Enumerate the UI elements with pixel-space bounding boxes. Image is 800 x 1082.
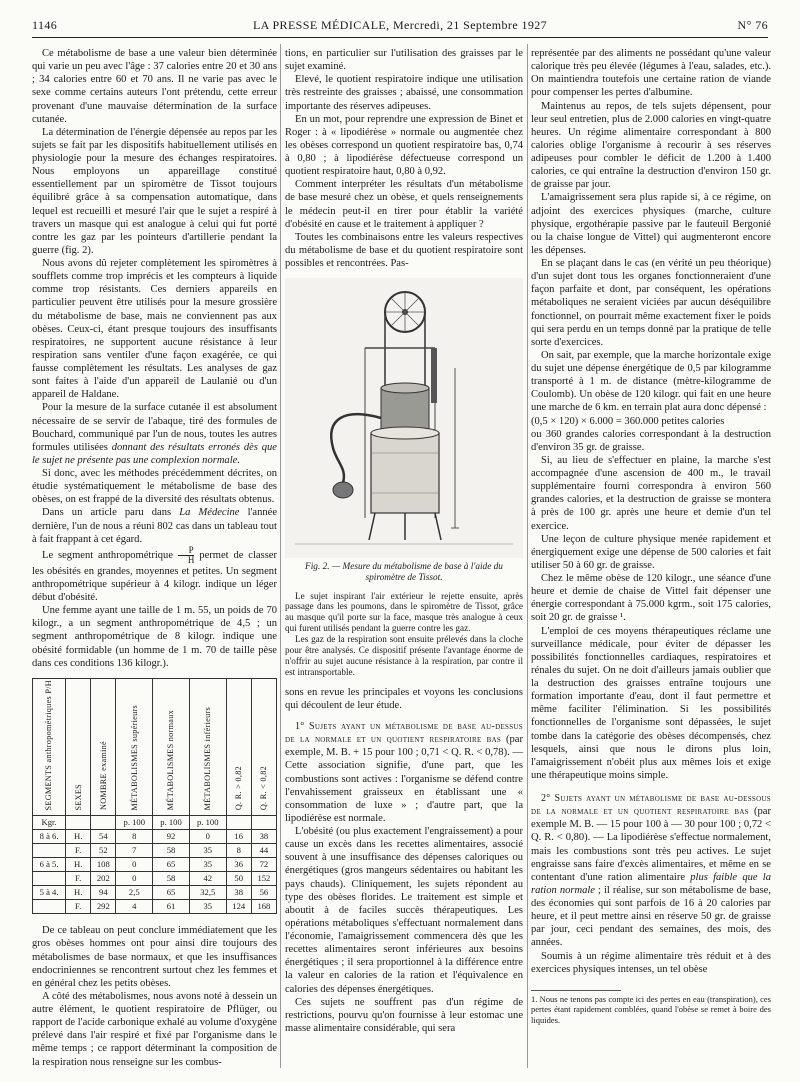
table-cell: 292 (91, 900, 116, 914)
paragraph: Ces sujets ne souffrent pas d'un régime de restrictions, pourvu qu'on fournisse à leur estomac une masse alimentaire considérable, qui sera (285, 996, 523, 1034)
text: Le segment anthropométrique (42, 549, 174, 561)
figure-spirometer (285, 278, 523, 558)
table-column-header (91, 678, 116, 816)
table-unit-cell: p. 100 (153, 816, 190, 830)
text: (par exemple M. B. — 15 pour 100 à — 30 pour 100 ; 0,72 < Q. R. < 0,80). — La lipodiérèse s'effectue normalement, mais les combustions sont très peu actives. Le sujet engraisse sans faire d'excès alimentaires, et même en se contentant d'une ration alimentaire (531, 806, 772, 883)
table-cell: 65 (153, 886, 190, 900)
paragraph: Si donc, avec les méthodes précédemment décrites, on étudie systématiquement le métabolisme de base des obèses, on est frappé de la diversité des résultats obtenus. (32, 468, 277, 506)
table-cell: 32,5 (189, 886, 226, 900)
table-unit-cell: p. 100 (116, 816, 153, 830)
table-cell: 0 (189, 830, 226, 844)
paragraph: Elevé, le quotient respiratoire indique une utilisation très restreinte des graisses ; abaissé, une consommation importante des réserves adipeuses. (285, 74, 523, 112)
paragraph: On sait, par exemple, que la marche horizontale exige du sujet une dépense énergétique de 0,5 par kilogramme transporté à 1 m. de distance (mètre-kilogramme de Coulomb). Un obèse de 120 kilogr. qui fait en une heure une marche de 6 km. en terrain plat aura donc dépensé : (531, 349, 771, 414)
table-cell: 38 (251, 830, 276, 844)
table-cell (33, 872, 66, 886)
paragraph: Une leçon de culture physique menée rapidement et énergiquement exige une dépense de 500 calories et fait utiliser 50 à 60 gr. de graisse. (531, 533, 771, 571)
table-unit-row (33, 816, 277, 830)
table-column-header-text: SEXES (73, 783, 83, 811)
table-unit-cell: p. 100 (189, 816, 226, 830)
table-cell: 16 (226, 830, 251, 844)
table-cell: 8 à 6. (33, 830, 66, 844)
table-row (33, 830, 277, 844)
table-column-header (189, 678, 226, 816)
figure-note (285, 591, 523, 678)
text: l'année dernière, l'un de nous a réuni 802 cas dans un tableau tout à fait frappant à cet égard. (32, 507, 278, 545)
paragraph (32, 546, 277, 604)
paragraph: Comment interpréter les résultats d'un métabolisme de base mesuré chez un obèse, et quels renseignements le médecin peut-il en tirer pour établir la variété d'obésité en cause et le traitement à appliquer ? (285, 179, 523, 230)
formula: (0,5 × 120) × 6.000 = 360.000 petites calories (531, 415, 725, 427)
table-cell: 152 (251, 872, 276, 886)
table-cell: 168 (251, 900, 276, 914)
table-row (33, 900, 277, 914)
table-cell: 8 (116, 830, 153, 844)
column-3 (531, 47, 771, 1025)
journal-name: La Médecine (179, 507, 240, 519)
paragraph (32, 506, 277, 545)
figure-note-paragraph: Le sujet inspirant l'air extérieur le rejette ensuite, après passage dans les poumons, dans le spiromètre de Tissot, grâce au masque qu'il porte sur la face, masque très analogue à ceux qui furent utilisés pendant la guerre contre les gaz. (285, 590, 523, 634)
table-cell: 44 (251, 844, 276, 858)
paragraph: Si, au lieu de s'effectuer en plaine, la marche s'est accompagnée d'une ascension de 400 m., le travail supplémentaire fourni correspondra à environ 560 grandes calories, et la destruction de graisse se montera à près de 100 gr. après une heure et demie d'un tel exercice. (531, 454, 771, 532)
table-cell: 54 (91, 830, 116, 844)
paragraph: La détermination de l'énergie dépensée au repos par les sujets se fait par les dispositifs habituellement utilisés en physiologie pour la mesure des échanges respiratoires. Nous employons un appareillage constitué essentiellement par un spiromètre de Tissot toujours équilibré grâce à sa compensation automatique, dans lequel est recueilli et mesuré l'air que le sujet a respiré à travers un masque qui est analogue à celui qui fut porté contre les gaz par les pointeurs d'artillerie pendant la guerre (fig. 2). (32, 126, 277, 256)
table-unit-cell: Kgr. (33, 816, 66, 830)
table-cell: 202 (91, 872, 116, 886)
paragraph: Toutes les combinaisons entre les valeurs respectives du métabolisme de base et du quotient respiratoire sont possibles et rencontrées. Pas- (285, 231, 523, 269)
table-cell: F. (66, 872, 91, 886)
paragraph: sons en revue les principales et voyons les conclusions qui découlent de leur étude. (285, 686, 523, 711)
table-cell: 58 (153, 872, 190, 886)
paragraph: Soumis à un régime alimentaire très réduit et à des exercices physiques intenses, un tel obèse (531, 950, 771, 975)
table-header-row (33, 678, 277, 816)
paragraph: Ce métabolisme de base a une valeur bien déterminée qui varie un peu avec l'âge : 37 calories entre 20 et 30 ans ; 34 calories entre 60 et 70 ans. Il ne varie pas avec le sexe comme certains auteurs l'ont prétendu, cette erreur provenant d'une mauvaise détermination de la surface cutanée. (32, 48, 277, 125)
table-cell: 35 (189, 900, 226, 914)
section-heading-1 (285, 720, 523, 825)
table-unit-cell (251, 816, 276, 830)
table-row (33, 858, 277, 872)
table-cell: F. (66, 900, 91, 914)
table-cell: 52 (91, 844, 116, 858)
text: ; il réalise, sur son métabolisme de base, des économies qui sont parfois de 16 à 20 calories par heure, et il peut mettre ainsi en réserve 50 gr. de graisse par jour, ceci pendant des semaines, des mois, des années. (531, 884, 772, 949)
footnote: 1. Nous ne tenons pas compte ici des pertes en eau (transpiration), ces pertes étant rapidement comblées, quand l'obèse se remet à boire des liquides. (531, 993, 771, 1025)
section-title: 1° Sujets ayant un métabolisme de base au-dessus de la normale et un quotient respiratoire bas (285, 721, 523, 746)
table-cell: 35 (189, 844, 226, 858)
table-unit-cell (226, 816, 251, 830)
data-table (32, 678, 277, 915)
paragraph: En se plaçant dans le cas (en vérité un peu théorique) d'un sujet dont tous les organes fonctionneraient d'une façon parfaite et dont, par conséquent, les opérations métaboliques ne seraient viciées par aucun déséquilibre fonctionnel, on pourrait même exactement fixer le poids qui sera perdu en un temps donné par la pratique de telle sorte d'exercices. (531, 258, 771, 348)
paragraph: L'emploi de ces moyens thérapeutiques réclame une surveillance médicale, pour éviter de dépasser les possibilités fonctionnelles cardiaques, respiratoires et rénales du sujet. On ne doit d'ailleurs jamais oublier que la destruction des graisses entraîne toujours une formation importante d'eau, dont il faut permettre et même faciliter l'élimination. Si les possibilités fonctionnelles de l'organisme sont dépassées, le sujet tombe dans la catégorie des obèses décompensés, chez lesquels, ainsi que nous le dirons plus loin, l'amaigrissement n'obéit plus aux mêmes lois et exige une thérapeutique moins simple. (531, 625, 771, 781)
table-cell: 65 (153, 858, 190, 872)
table-cell: 4 (116, 900, 153, 914)
figure-label: Fig. 2. (305, 562, 330, 573)
table-cell: 92 (153, 830, 190, 844)
fraction-p-over-h (178, 546, 195, 565)
section-heading-2 (531, 792, 771, 950)
table-cell: 50 (226, 872, 251, 886)
table-cell (33, 844, 66, 858)
table-cell: 0 (116, 858, 153, 872)
table-cell: 72 (251, 858, 276, 872)
table-column-header (116, 678, 153, 816)
issue-number: N° 76 (737, 18, 768, 32)
table-cell: 0 (116, 872, 153, 886)
section-title: 2° Sujets ayant un métabolisme de base au-dessous de la normale et un quotient respiratoire bas (531, 793, 771, 818)
figure-note-paragraph: Les gaz de la respiration sont ensuite prélevés dans la cloche pour être analysés. Ce dispositif présente l'avantage énorme de n'offrir au sujet aucune résistance à la respiration, par contre il est intransportable. (285, 634, 523, 677)
table-row (33, 886, 277, 900)
fraction-numerator: P (188, 544, 194, 555)
paragraph: Chez le même obèse de 120 kilogr., une séance d'une heure et demie de chaise de Vittel fait dépenser une énergie correspondant à 75.000 kgrm., soit 175 calories, soit 20 gr. de graisse ¹. (531, 573, 771, 624)
figure-caption-text: — Mesure du métabolisme de base à l'aide du spiromètre de Tissot. (331, 562, 503, 584)
paragraph: ou 360 grandes calories correspondant à la destruction d'environ 35 gr. de graisse. (531, 428, 771, 453)
table-cell: 2,5 (116, 886, 153, 900)
table-column-header (153, 678, 190, 816)
italic-text: donnant des résultats erronés dès que le sujet ne présente pas une complexion normale. (32, 441, 277, 466)
text: Dans un article paru dans (42, 507, 180, 519)
table-cell: 58 (153, 844, 190, 858)
journal-title: LA PRESSE MÉDICALE, Mercredi, 21 Septembre 1927 (252, 18, 548, 32)
paragraph: Nous avons dû rejeter complètement les spiromètres à soufflets comme trop imprécis et les compteurs à liquide comme trop résistants. Ces derniers appareils en particulier peuvent être utilisés pour la mesure grossière du métabolisme de base, mais ne conviennent pas aux obèses. Ceux-ci, étant presque toujours des insuffisants respiratoires, ne supportent aucune résistance à leur respiration sans ventiler d'une façon exagérée, ce qui fausse complètement les résultats. Les analyses de gaz sont faites à l'aide d'un appareil de Laulanié ou d'un appareil de Haldane. (32, 258, 277, 401)
table-cell: 36 (226, 858, 251, 872)
figure-caption (285, 562, 523, 584)
table-column-header-text: NOMBRE examiné (98, 741, 108, 811)
table-column-header-text: SEGMENTS anthropométriques P/H (44, 679, 54, 811)
table-column-header (226, 678, 251, 816)
table-body (33, 830, 277, 914)
table-unit-cell (91, 816, 116, 830)
table-cell (33, 900, 66, 914)
text: Pour la mesure de la surface cutanée il est absolument nécessaire de se servir de l'abaque, tiré des formules de Bouchard, communiqué par l'un de nous, toutes les autres formules utilisées (32, 402, 277, 453)
table-cell: 38 (226, 886, 251, 900)
footnote-rule (531, 990, 621, 991)
spirometer-illustration (285, 278, 523, 558)
table-column-header-text: MÉTABOLISMES supérieurs (129, 704, 139, 811)
table-cell: H. (66, 858, 91, 872)
column-2 (285, 47, 523, 1035)
column-divider-1 (280, 44, 281, 1068)
table-cell: H. (66, 830, 91, 844)
table-cell: 61 (153, 900, 190, 914)
paragraph: Une femme ayant une taille de 1 m. 55, un poids de 70 kilogr., a un segment anthropométrique de 4,5 ; un segment anthropométrique de 8 kilogr. indique une obésité formidable (un homme de 1 m. 70 de taille pèse dans ces conditions 136 kilogr.). (32, 605, 277, 669)
table-cell: 7 (116, 844, 153, 858)
paragraph: tions, en particulier sur l'utilisation des graisses par le sujet examiné. (285, 48, 523, 73)
table-cell: H. (66, 886, 91, 900)
table-cell: 8 (226, 844, 251, 858)
table-column-header (66, 678, 91, 816)
paragraph: En un mot, pour reprendre une expression de Binet et Roger : à « lipodiérèse » normale ou augmentée chez les obèses correspond un quotient respiratoire bas, 0,74 à 0,80 ; à lipodiérèse défectueuse correspond un quotient respiratoire haut, 0,80 à 0,92. (285, 113, 523, 178)
paragraph: Maintenus au repos, de tels sujets dépensent, pour leur seul entretien, plus de 2.000 calories en vingt-quatre heures. Un régime alimentaire correspondant à 800 calories oblige l'organisme à recourir à ses réserves adipeuses pour combler le déficit de 1.200 à 1.400 calories, ce qui entraîne la destruction d'environ 150 gr. de graisse par jour. (531, 100, 771, 191)
paragraph (32, 401, 277, 467)
table-cell: 35 (189, 858, 226, 872)
paragraph: L'obésité (ou plus exactement l'engraissement) a pour cause un excès dans les recettes alimentaires, associé souvent à une insuffisance des dépenses caloriques ou énergétiques (gros mangeurs sédentaires ou habitant les pays chauds). Cliniquement, les sujets répondent au type des obèses florides. Le traitement est simple et aboutit à de faciles succès thérapeutiques. Les opérations métaboliques s'effectuant normalement dans l'économie, l'amaigrissement commencera dès que les recettes alimentaires seront inférieures aux besoins énergétiques ; il sera proportionnel à la différence entre la valeur en calories de la ration et l'équivalence en calories des dépenses énergétiques. (285, 826, 523, 995)
text: permet de classer les obésités en grandes, moyennes et petites. Un segment anthropométrique supérieur à 4 kilogr. indique un léger début d'obésité. (32, 549, 277, 603)
table-row (33, 844, 277, 858)
table-column-header (33, 678, 66, 816)
table-column-header-text: Q. R. > 0,82 (234, 766, 244, 811)
column-1 (32, 47, 277, 1069)
column-divider-2 (527, 44, 528, 1068)
table-cell: 6 à 5. (33, 858, 66, 872)
paragraph: De ce tableau on peut conclure immédiatement que les gros obèses hommes ont pour ainsi dire toujours des métabolismes de base normaux, et que les insuffisances endocriniennes se rencontrent surtout chez les femmes et en général chez les petits obèses. (32, 925, 277, 989)
table-cell: 124 (226, 900, 251, 914)
table-column-header-text: MÉTABOLISMES normaux (166, 710, 176, 811)
table-row (33, 872, 277, 886)
table-column-header (251, 678, 276, 816)
paragraph: L'amaigrissement sera plus rapide si, à ce régime, on adjoint des exercices physiques (marche, culture physique, ergothérapie passive par le fauteuil Bergonié ou la chaise longue de Vittel) qui augmenteront encore les dépenses. (531, 192, 771, 256)
paragraph: A côté des métabolismes, nous avons noté à dessein un autre élément, le quotient respiratoire de Pflüger, ou rapport de l'acide carbonique exhalé au volume d'oxygène prélevé dans l'air respiré et fixé par l'organisme dans le même temps ; ce rapport déterminant la composition de la respiration nous renseigne sur les combus- (32, 990, 277, 1068)
text: (par exemple, M. B. + 15 pour 100 ; 0,71 < Q. R. < 0,78). — Cette association signifie, d'une part, que les combustions sont actives : l'organisme se défend contre l'envahissement graisseux en établissant une « consommation de luxe » ; d'autre part, que la lipodiérèse est normale. (285, 734, 524, 824)
paragraph: représentée par des aliments ne possédant qu'une valeur calorique très peu élevée (légumes à l'eau, salades, etc.). On maintiendra toutefois une certaine ration de viande pour compenser les pertes d'albumine. (531, 48, 771, 99)
table-cell: F. (66, 844, 91, 858)
header-rule (32, 37, 768, 38)
table-cell: 94 (91, 886, 116, 900)
table-cell: 42 (189, 872, 226, 886)
table-column-header-text: Q. R. < 0,82 (259, 766, 269, 811)
fraction-denominator: H (178, 555, 195, 565)
italic-text: plus faible que la ration normale (531, 871, 771, 896)
table-unit-cell (66, 816, 91, 830)
table-column-header-text: MÉTABOLISMES inférieurs (203, 706, 213, 811)
table-cell: 108 (91, 858, 116, 872)
table-cell: 5 à 4. (33, 886, 66, 900)
page-number: 1146 (32, 18, 58, 32)
table-cell: 56 (251, 886, 276, 900)
running-header (32, 18, 768, 34)
